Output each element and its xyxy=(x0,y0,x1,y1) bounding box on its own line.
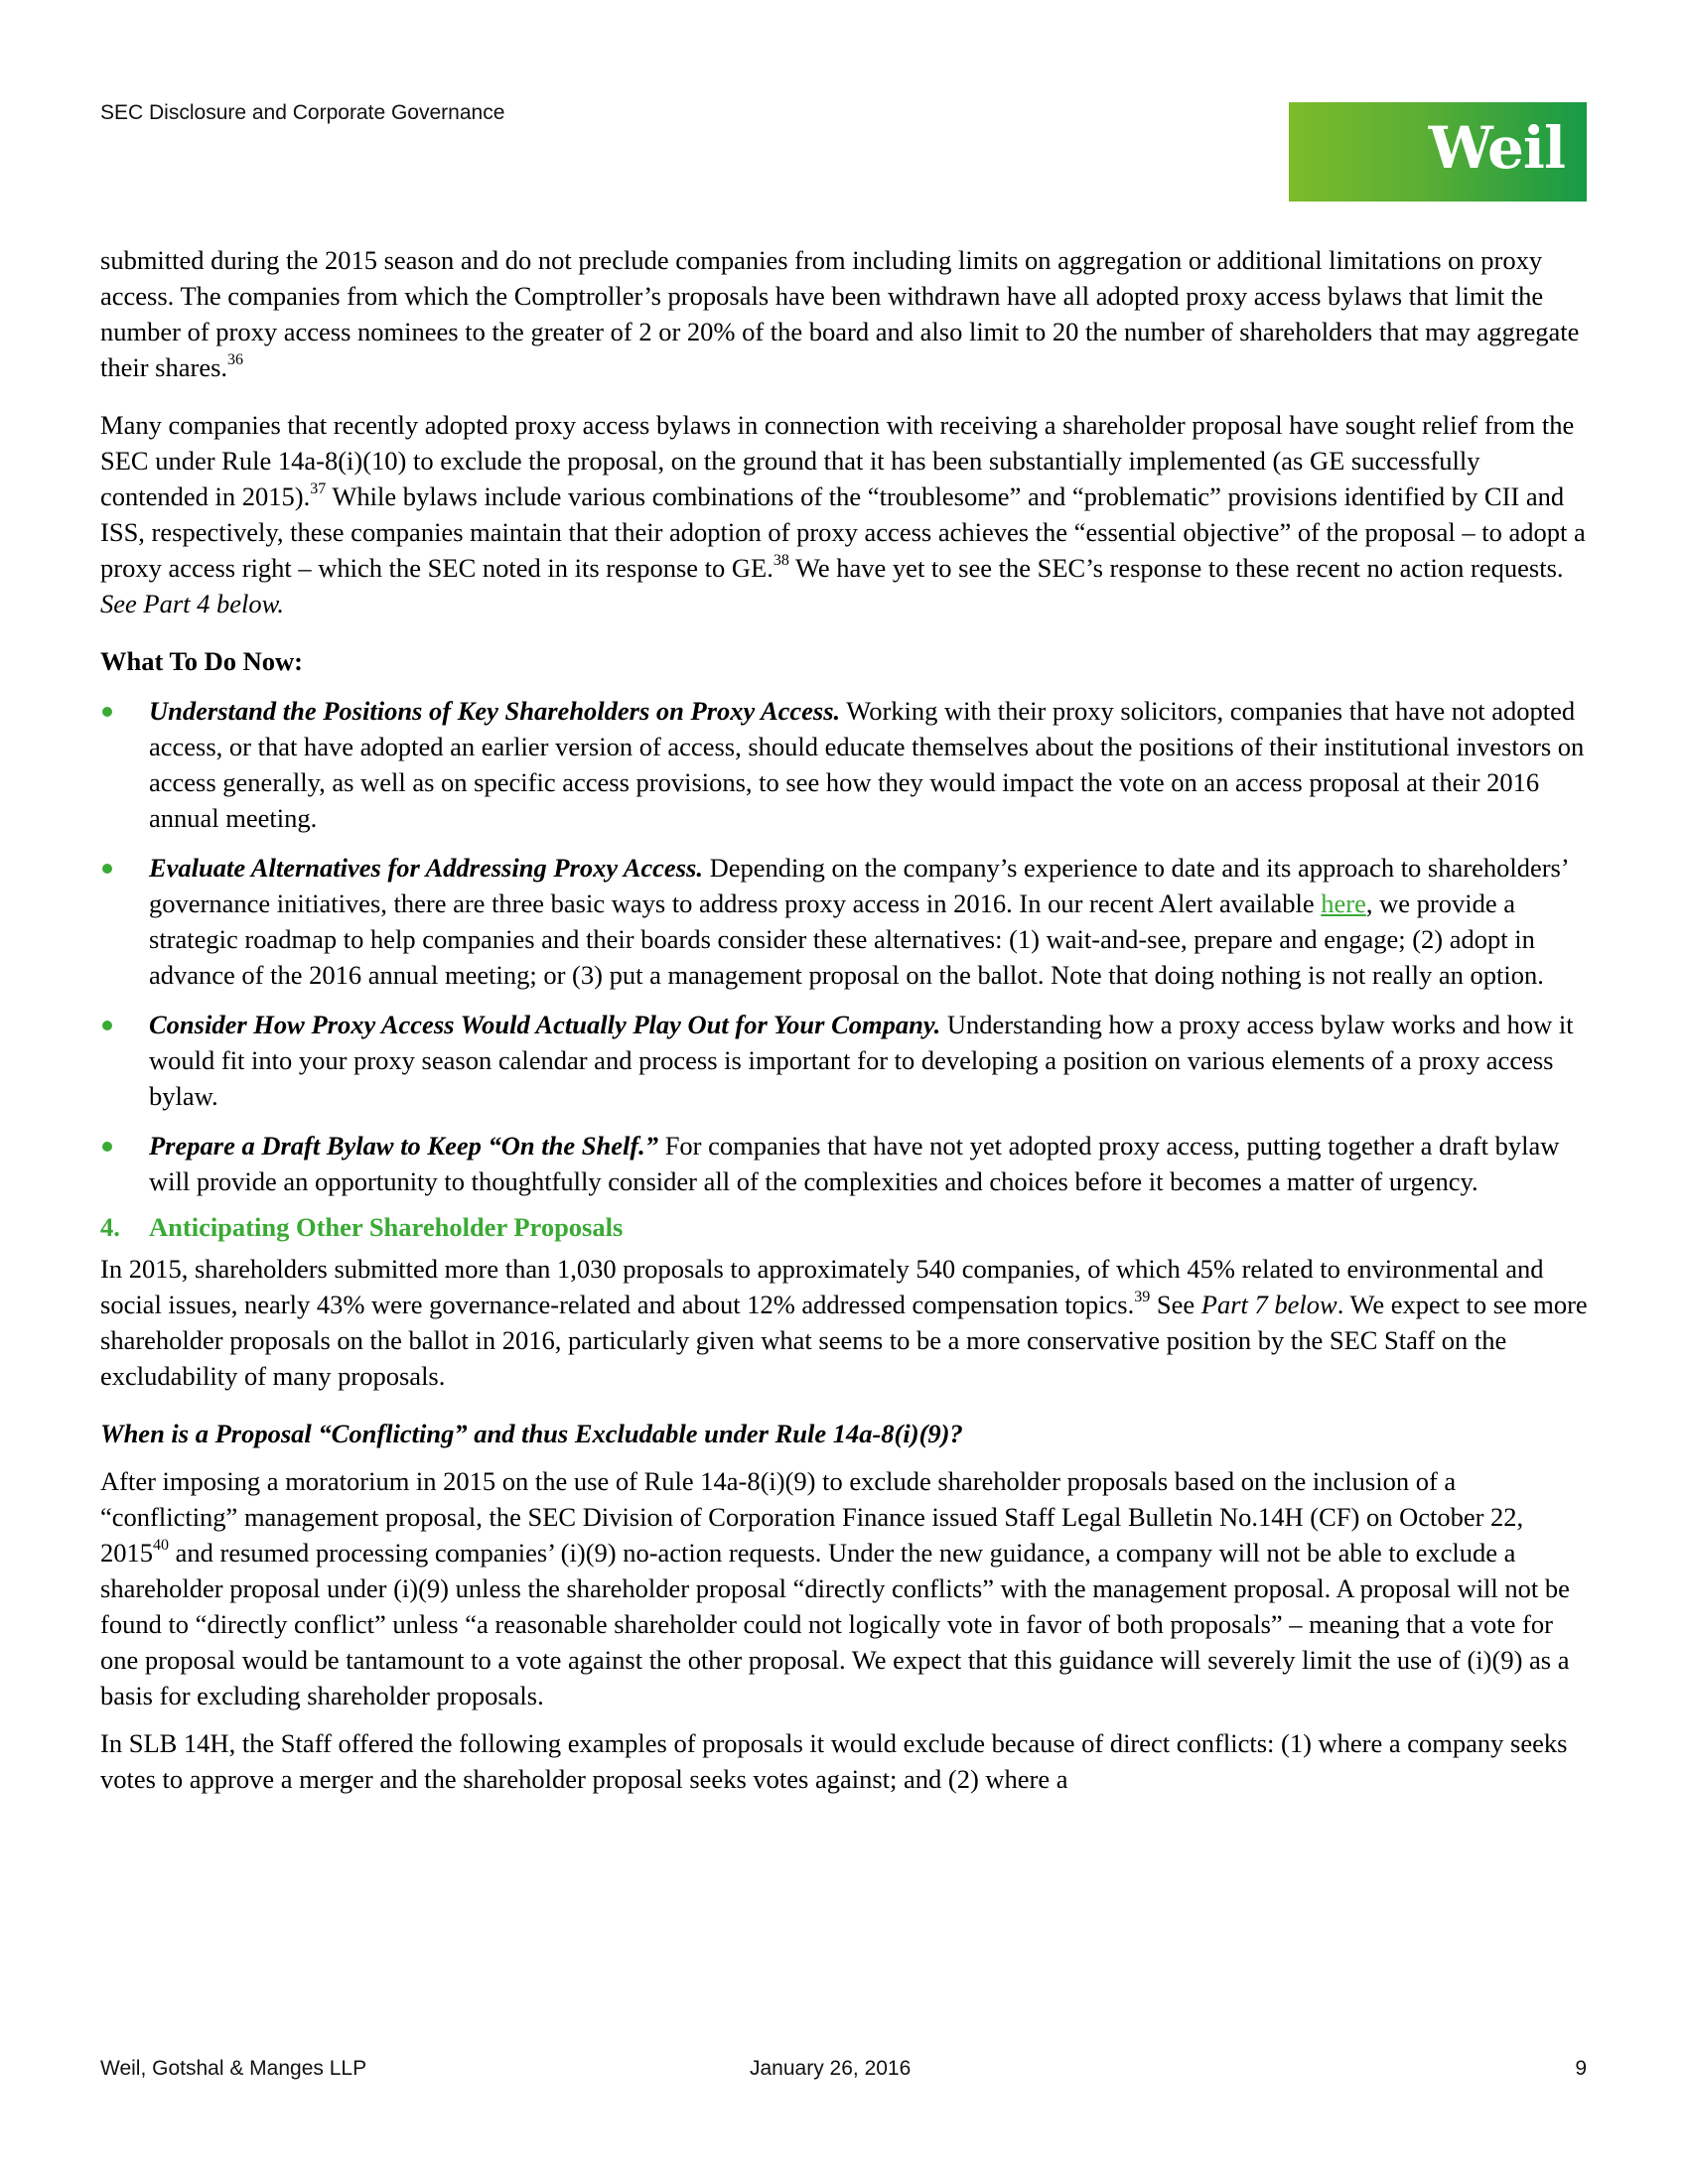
paragraph-text: After imposing a moratorium in 2015 on the use of Rule 14a-8(i)(9) to exclude shareholder proposals based on the inclusion of a “conflicting” management proposal, the SEC Division of Corporation Finance issued Staff Legal Bulletin No.14H (CF) on October 22, 2015 xyxy=(100,1466,1524,1568)
footnote-ref-39[interactable]: 39 xyxy=(1134,1289,1151,1306)
paragraph-2015-proposals xyxy=(100,1251,1590,1394)
paragraph-substantially-implemented xyxy=(100,407,1590,621)
page-number: 9 xyxy=(1575,2057,1587,2080)
bullet-icon xyxy=(102,707,112,717)
bullet-text: Depending on the company’s experience to date and its approach to shareholders’ governance initiatives, there are three basic ways to address proxy access in 2016. In our recent Alert available xyxy=(149,853,1568,918)
list-item xyxy=(100,1128,1590,1199)
bullet-lead: Evaluate Alternatives for Addressing Proxy Access. xyxy=(149,853,703,883)
bullet-text: For companies that have not yet adopted proxy access, putting together a draft bylaw will provide an opportunity to thoughtfully consider all of the complexities and choices before it becomes a matter of urgency. xyxy=(149,1131,1560,1196)
what-to-do-heading: What To Do Now: xyxy=(100,646,303,676)
bullet-lead: Prepare a Draft Bylaw to Keep “On the Shelf.” xyxy=(149,1131,659,1160)
bullet-lead: Consider How Proxy Access Would Actually Play Out for Your Company. xyxy=(149,1010,941,1039)
page-footer xyxy=(100,2057,1587,2083)
logo-text: Weil xyxy=(1428,114,1565,182)
paragraph-slb-14h xyxy=(100,1463,1590,1713)
paragraph-examples: In SLB 14H, the Staff offered the following examples of proposals it would exclude because of direct conflicts: (1) where a company seeks votes to approve a merger and the shareholder proposal seeks votes against; and (2) where a xyxy=(100,1728,1568,1794)
list-item xyxy=(100,850,1590,993)
paragraph-text: While bylaws include various combinations of the “troublesome” and “problematic” provisions identified by CII and ISS, respectively, these companies maintain that their adoption of proxy access achieves the “essential objective” of the proposal – to adopt a proxy access right – which the SEC noted in its response to GE. xyxy=(100,481,1586,583)
section-title: Anticipating Other Shareholder Proposals xyxy=(149,1212,624,1242)
weil-logo xyxy=(1289,102,1587,202)
cross-reference: See Part 4 below. xyxy=(100,589,284,618)
footer-date: January 26, 2016 xyxy=(750,2057,912,2080)
paragraph-text: submitted during the 2015 season and do not preclude companies from including limits on aggregation or additional limitations on proxy access. The companies from which the Comptroller’s proposals have been withdrawn have all adopted proxy access bylaws that limit the number of proxy access nominees to the greater of 2 or 20% of the board and also limit to 20 the number of shareholders that may aggregate their shares. xyxy=(100,245,1580,382)
footnote-ref-38[interactable]: 38 xyxy=(773,552,789,570)
bullet-icon xyxy=(102,1142,112,1152)
bullet-text: , we provide a strategic roadmap to help companies and their boards consider these alternatives: (1) wait-and-see, prepare and engage; (2) adopt in advance of the 2016 annual meeting; or (3) put a management proposal on the ballot. Note that doing nothing is not really an option. xyxy=(149,888,1544,990)
document-body xyxy=(100,242,1590,1797)
footnote-ref-40[interactable]: 40 xyxy=(153,1537,169,1555)
paragraph-text: Many companies that recently adopted proxy access bylaws in connection with receiving a shareholder proposal have sought relief from the SEC under Rule 14a-8(i)(10) to exclude the proposal, on the ground that it has been substantially implemented (as GE successfully contended in 2015). xyxy=(100,410,1575,511)
footer-firm: Weil, Gotshal & Manges LLP xyxy=(100,2057,367,2080)
running-header: SEC Disclosure and Corporate Governance xyxy=(100,101,505,124)
conflicting-subheading: When is a Proposal “Conflicting” and thus Excludable under Rule 14a-8(i)(9)? xyxy=(100,1419,963,1448)
bullet-icon xyxy=(102,1021,112,1030)
footnote-ref-36[interactable]: 36 xyxy=(227,351,244,369)
what-to-do-list xyxy=(100,693,1590,1199)
paragraph-text: and resumed processing companies’ (i)(9) no-action requests. Under the new guidance, a company will not be able to exclude a shareholder proposal under (i)(9) unless the shareholder proposal “directly conflicts” with the management proposal. A proposal will not be found to “directly conflict” unless “a reasonable shareholder could not logically vote in favor of both proposals” – meaning that a vote for one proposal would be tantamount to a vote against the other proposal. We expect that this guidance will severely limit the use of (i)(9) as a basis for excluding shareholder proposals. xyxy=(100,1538,1570,1710)
cross-reference: Part 7 below xyxy=(1200,1290,1337,1319)
bullet-text: Understanding how a proxy access bylaw works and how it would fit into your proxy season calendar and process is important for to developing a position on various elements of a proxy access bylaw. xyxy=(149,1010,1574,1111)
bullet-lead: Understand the Positions of Key Shareholders on Proxy Access. xyxy=(149,696,841,726)
paragraph-text: . We expect to see more shareholder proposals on the ballot in 2016, particularly given what seems to be a more conservative position by the SEC Staff on the excludability of many proposals. xyxy=(100,1290,1588,1391)
bullet-icon xyxy=(102,864,112,874)
paragraph-text: See xyxy=(1150,1290,1201,1319)
alert-link[interactable]: here xyxy=(1321,888,1366,918)
paragraph-text: We have yet to see the SEC’s response to these recent no action requests. xyxy=(788,553,1564,583)
list-item xyxy=(100,1007,1590,1114)
paragraph-comptroller xyxy=(100,242,1590,385)
section-number: 4. xyxy=(100,1212,120,1242)
paragraph-text: In 2015, shareholders submitted more than 1,030 proposals to approximately 540 companies, of which 45% related to environmental and social issues, nearly 43% were governance-related and about 12% addressed compensation topics. xyxy=(100,1254,1544,1319)
list-item xyxy=(100,693,1590,836)
footnote-ref-37[interactable]: 37 xyxy=(310,480,327,498)
section-heading xyxy=(100,1209,1590,1245)
bullet-text: Working with their proxy solicitors, companies that have not adopted access, or that have adopted an earlier version of access, should educate themselves about the positions of their institutional investors on access generally, as well as on specific access provisions, to see how they would impact the vote on an access proposal at their 2016 annual meeting. xyxy=(149,696,1585,833)
